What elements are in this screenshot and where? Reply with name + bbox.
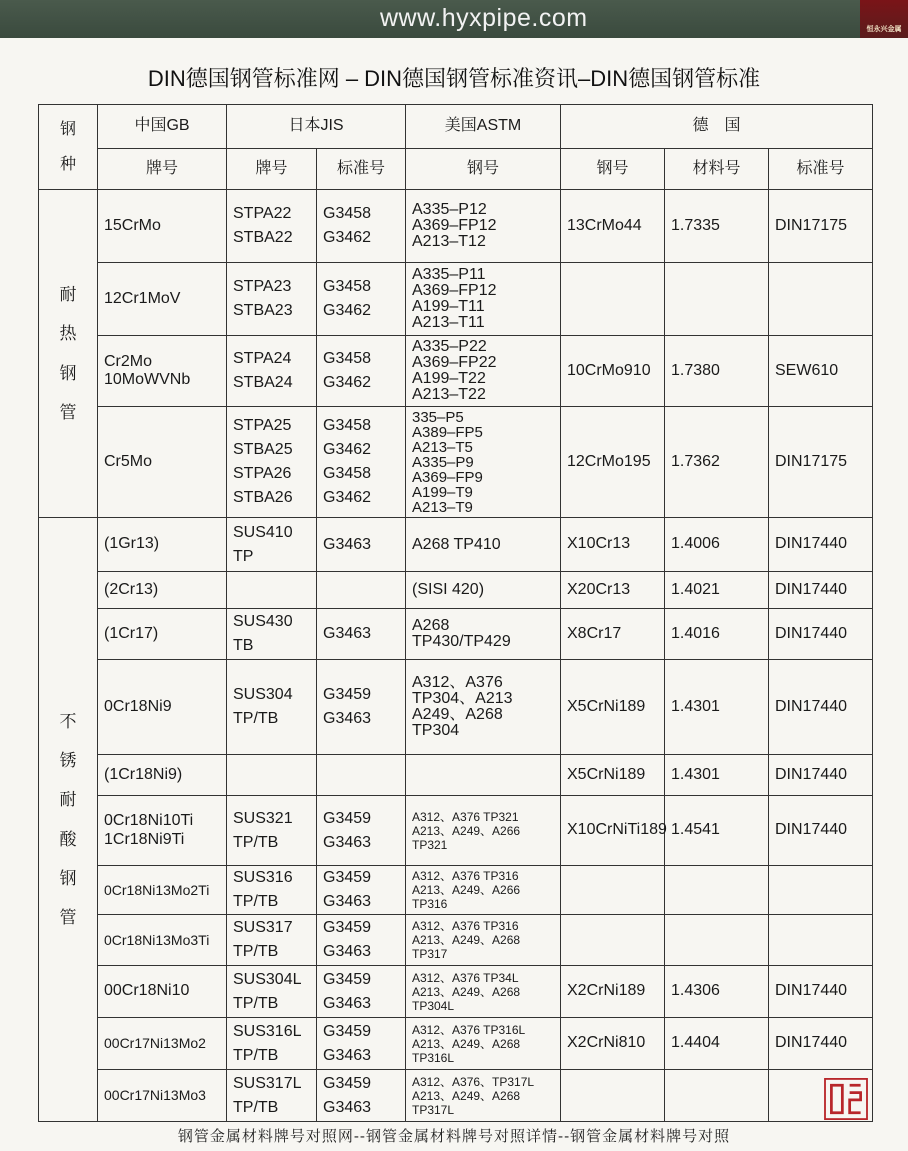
astm-grade: A312、A376 TP304、A213 A249、A268 TP304 (406, 660, 561, 755)
table-row (39, 915, 873, 966)
de-standard: DIN17440 (769, 1018, 873, 1070)
jis-standard (317, 755, 406, 796)
astm-grade: A335–P22 A369–FP22 A199–T22 A213–T22 (406, 336, 561, 407)
gb-grade: 0Cr18Ni10Ti 1Cr18Ni9Ti (98, 796, 227, 866)
gb-grade: 00Cr18Ni10 (98, 966, 227, 1018)
de-grade (561, 915, 665, 966)
group-label: 耐 热 钢 管 (39, 190, 98, 518)
de-material-number: 1.7335 (665, 190, 769, 263)
de-material-number: 1.7380 (665, 336, 769, 407)
de-standard (769, 263, 873, 336)
jis-grade: SUS410 TP (227, 518, 317, 572)
header-gb-grade: 牌号 (98, 149, 227, 190)
de-standard: DIN17440 (769, 966, 873, 1018)
table-row (39, 866, 873, 915)
table-row (39, 660, 873, 755)
de-grade: X8Cr17 (561, 609, 665, 660)
de-standard: DIN17440 (769, 660, 873, 755)
de-grade: X10CrNiTi189 (561, 796, 665, 866)
de-grade (561, 263, 665, 336)
header-de-material: 材料号 (665, 149, 769, 190)
jis-standard: G3459 G3463 (317, 966, 406, 1018)
gb-grade: 00Cr17Ni13Mo3 (98, 1070, 227, 1122)
top-banner (0, 0, 908, 38)
page-title: DIN德国钢管标准网 – DIN德国钢管标准资讯–DIN德国钢管标准 (147, 66, 761, 91)
jis-grade: SUS304 TP/TB (227, 660, 317, 755)
de-grade: X2CrNi810 (561, 1018, 665, 1070)
jis-standard: G3459 G3463 (317, 915, 406, 966)
steel-grade-comparison-table (38, 104, 873, 1122)
de-grade: X2CrNi189 (561, 966, 665, 1018)
de-material-number: 1.4541 (665, 796, 769, 866)
de-material-number (665, 263, 769, 336)
table-row (39, 755, 873, 796)
gb-grade: 00Cr17Ni13Mo2 (98, 1018, 227, 1070)
group-label: 不 锈 耐 酸 钢 管 (39, 518, 98, 1122)
astm-grade: A312、A376 TP34L A213、A249、A268 TP304L (406, 966, 561, 1018)
brand-name: 恒永兴金属 (866, 26, 902, 33)
de-material-number: 1.4021 (665, 572, 769, 609)
gb-grade: (1Cr17) (98, 609, 227, 660)
astm-grade: A268 TP430/TP429 (406, 609, 561, 660)
header-us-astm: 美国ASTM (406, 105, 561, 149)
de-standard: DIN17440 (769, 609, 873, 660)
de-standard (769, 915, 873, 966)
content-area (38, 104, 872, 1145)
table-row (39, 609, 873, 660)
table-row (39, 336, 873, 407)
jis-standard: G3458 G3462 (317, 190, 406, 263)
de-material-number: 1.4404 (665, 1018, 769, 1070)
astm-grade: A312、A376 TP316 A213、A249、A268 TP317 (406, 915, 561, 966)
de-grade: X5CrNi189 (561, 660, 665, 755)
jis-standard: G3458 G3462 (317, 263, 406, 336)
jis-standard: G3459 G3463 (317, 796, 406, 866)
de-grade: X20Cr13 (561, 572, 665, 609)
gb-grade: 15CrMo (98, 190, 227, 263)
de-standard: SEW610 (769, 336, 873, 407)
gb-grade: 0Cr18Ni9 (98, 660, 227, 755)
gb-grade: 0Cr18Ni13Mo3Ti (98, 915, 227, 966)
de-standard: DIN17440 (769, 796, 873, 866)
jis-grade: SUS316 TP/TB (227, 866, 317, 915)
astm-grade: A335–P12 A369–FP12 A213–T12 (406, 190, 561, 263)
table-row (39, 1018, 873, 1070)
de-material-number: 1.4301 (665, 660, 769, 755)
de-material-number (665, 915, 769, 966)
jis-standard: G3458 G3462 (317, 336, 406, 407)
gb-grade: (1Cr18Ni9) (98, 755, 227, 796)
jis-grade: SUS317L TP/TB (227, 1070, 317, 1122)
jis-grade: SUS304L TP/TB (227, 966, 317, 1018)
de-material-number: 1.7362 (665, 407, 769, 518)
de-grade: X5CrNi189 (561, 755, 665, 796)
jis-grade: SUS430 TB (227, 609, 317, 660)
header-jis-grade: 牌号 (227, 149, 317, 190)
jis-standard: G3459 G3463 (317, 660, 406, 755)
de-grade (561, 1070, 665, 1122)
de-standard: DIN17440 (769, 755, 873, 796)
astm-grade: A268 TP410 (406, 518, 561, 572)
table-row (39, 572, 873, 609)
astm-grade: A312、A376、TP317L A213、A249、A268 TP317L (406, 1070, 561, 1122)
header-jp-jis: 日本JIS (227, 105, 406, 149)
table-row (39, 966, 873, 1018)
seal-logo (822, 1078, 870, 1120)
table-row (39, 263, 873, 336)
de-material-number: 1.4301 (665, 755, 769, 796)
header-jis-std: 标准号 (317, 149, 406, 190)
jis-standard: G3459 G3463 (317, 1070, 406, 1122)
header-cn-gb: 中国GB (98, 105, 227, 149)
astm-grade: (SISI 420) (406, 572, 561, 609)
gb-grade: (1Gr13) (98, 518, 227, 572)
jis-grade (227, 572, 317, 609)
de-standard: DIN17440 (769, 518, 873, 572)
header-de-grade: 钢号 (561, 149, 665, 190)
de-standard (769, 866, 873, 915)
jis-grade: STPA24 STBA24 (227, 336, 317, 407)
gb-grade: Cr5Mo (98, 407, 227, 518)
jis-standard (317, 572, 406, 609)
brand-logo (860, 0, 908, 38)
de-material-number: 1.4006 (665, 518, 769, 572)
table-row (39, 796, 873, 866)
table-row (39, 190, 873, 263)
jis-standard: G3459 G3463 (317, 866, 406, 915)
astm-grade (406, 755, 561, 796)
astm-grade: A312、A376 TP316L A213、A249、A268 TP316L (406, 1018, 561, 1070)
table-row (39, 518, 873, 572)
website-url: www.hyxpipe.com (380, 4, 588, 32)
jis-standard: G3458 G3462 G3458 G3462 (317, 407, 406, 518)
de-standard: DIN17440 (769, 572, 873, 609)
jis-grade: STPA22 STBA22 (227, 190, 317, 263)
jis-grade: SUS316L TP/TB (227, 1018, 317, 1070)
gb-grade: 12Cr1MoV (98, 263, 227, 336)
header-astm-grade: 钢号 (406, 149, 561, 190)
de-material-number (665, 866, 769, 915)
astm-grade: 335–P5 A389–FP5 A213–T5 A335–P9 A369–FP9 A199–T9 A213–T9 (406, 407, 561, 518)
de-grade: 13CrMo44 (561, 190, 665, 263)
header-steel-type: 钢 种 (39, 105, 98, 190)
header-germany: 德 国 (561, 105, 873, 149)
jis-grade: SUS321 TP/TB (227, 796, 317, 866)
header-de-std: 标准号 (769, 149, 873, 190)
table-row (39, 407, 873, 518)
de-grade: 12CrMo195 (561, 407, 665, 518)
table-row (39, 1070, 873, 1122)
de-material-number: 1.4016 (665, 609, 769, 660)
astm-grade: A335–P11 A369–FP12 A199–T11 A213–T11 (406, 263, 561, 336)
jis-standard: G3459 G3463 (317, 1018, 406, 1070)
footer-caption: 钢管金属材料牌号对照网--钢管金属材料牌号对照详情--钢管金属材料牌号对照 (177, 1127, 731, 1145)
de-material-number: 1.4306 (665, 966, 769, 1018)
gb-grade: 0Cr18Ni13Mo2Ti (98, 866, 227, 915)
astm-grade: A312、A376 TP316 A213、A249、A266 TP316 (406, 866, 561, 915)
de-grade: 10CrMo910 (561, 336, 665, 407)
jis-standard: G3463 (317, 518, 406, 572)
de-material-number (665, 1070, 769, 1122)
jis-grade: SUS317 TP/TB (227, 915, 317, 966)
jis-grade: STPA25 STBA25 STPA26 STBA26 (227, 407, 317, 518)
gb-grade: (2Cr13) (98, 572, 227, 609)
de-standard: DIN17175 (769, 190, 873, 263)
de-grade (561, 866, 665, 915)
de-grade: X10Cr13 (561, 518, 665, 572)
de-standard: DIN17175 (769, 407, 873, 518)
jis-grade: STPA23 STBA23 (227, 263, 317, 336)
gb-grade: Cr2Mo 10MoWVNb (98, 336, 227, 407)
astm-grade: A312、A376 TP321 A213、A249、A266 TP321 (406, 796, 561, 866)
jis-grade (227, 755, 317, 796)
jis-standard: G3463 (317, 609, 406, 660)
